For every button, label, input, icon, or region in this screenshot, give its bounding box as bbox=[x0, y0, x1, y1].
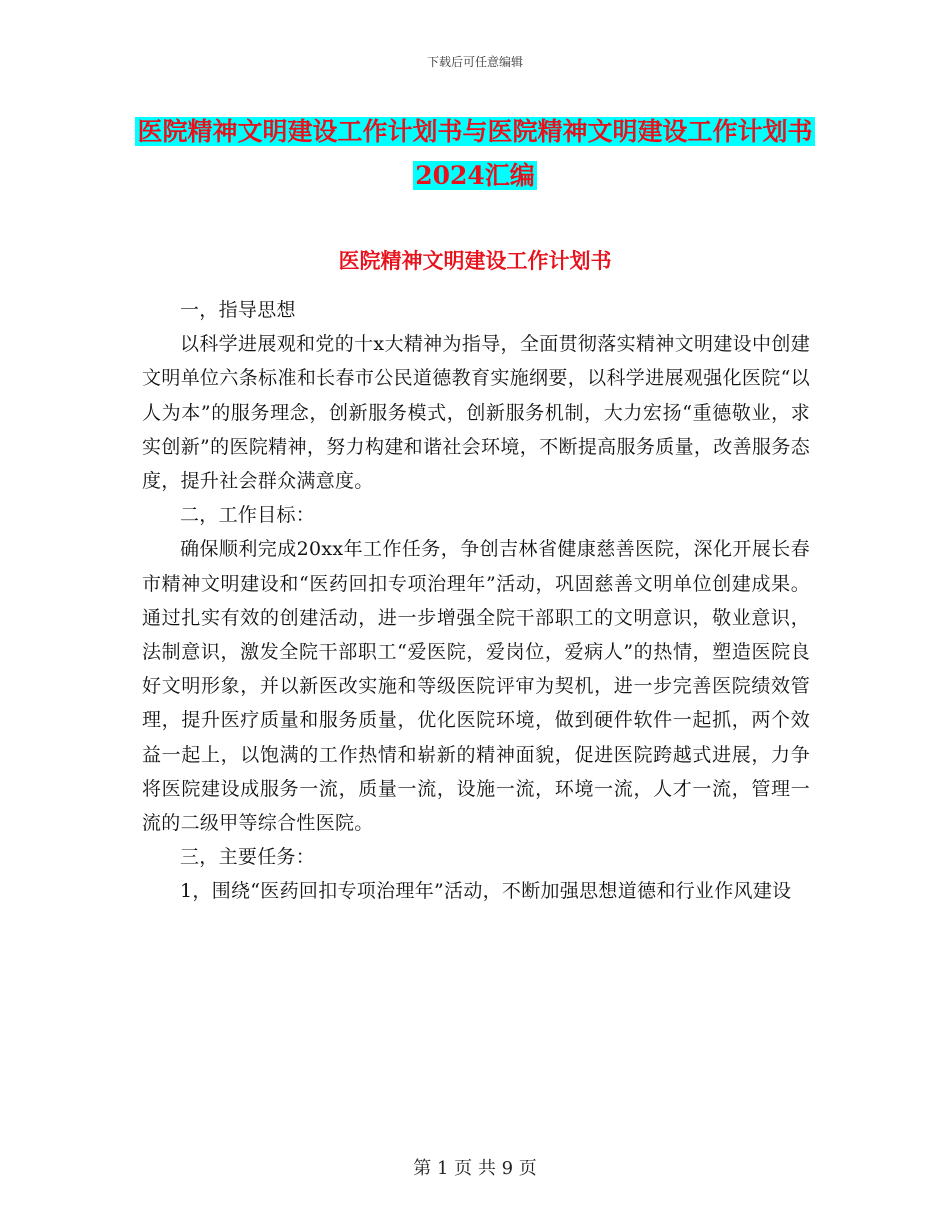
paragraph-work-goals: 确保顺利完成20xx年工作任务，争创吉林省健康慈善医院，深化开展长春市精神文明建设和“医药回扣专项治理年”活动，巩固慈善文明单位创建成果。通过扎实有效的创建活动，进一步增强全院干部职工的文明意识，敬业意识，法制意识，激发全院干部职工“爱医院，爱岗位，爱病人”的热情，塑造医院良好文明形象，并以新医改实施和等级医院评审为契机，进一步完善医院绩效管理，提升医疗质量和服务质量，优化医院环境，做到硬件软件一起抓，两个效益一起上，以饱满的工作热情和崭新的精神面貌，促进医院跨越式进展，力争将医院建设成服务一流，质量一流，设施一流，环境一流，人才一流，管理一流的二级甲等综合性医院。 bbox=[142, 538, 810, 835]
page-number: 第 1 页 共 9 页 bbox=[413, 1158, 537, 1179]
heading-main-tasks: 三，主要任务： bbox=[180, 846, 316, 869]
paragraph-task-1: 1，围绕“医药回扣专项治理年”活动，不断加强思想道德和行业作风建设 bbox=[180, 880, 792, 903]
header-note: 下载后可任意编辑 bbox=[426, 55, 523, 69]
heading-work-goals: 二，工作目标： bbox=[180, 504, 316, 527]
body-text bbox=[142, 293, 810, 909]
section-title: 医院精神文明建设工作计划书 bbox=[338, 248, 612, 273]
document-title bbox=[120, 110, 830, 198]
paragraph-guiding-ideology: 以科学进展观和党的十x大精神为指导，全面贯彻落实精神文明建设中创建文明单位六条标准和长春市公民道德教育实施纲要，以科学进展观强化医院“以人为本”的服务理念，创新服务模式，创新服务机制，大力宏扬“重德敬业，求实创新”的医院精神，努力构建和谐社会环境，不断提高服务质量，改善服务态度，提升社会群众满意度。 bbox=[142, 333, 810, 493]
heading-guiding-ideology: 一，指导思想 bbox=[180, 299, 296, 321]
title-highlight: 医院精神文明建设工作计划书与医院精神文明建设工作计划书2024汇编 bbox=[137, 117, 813, 190]
